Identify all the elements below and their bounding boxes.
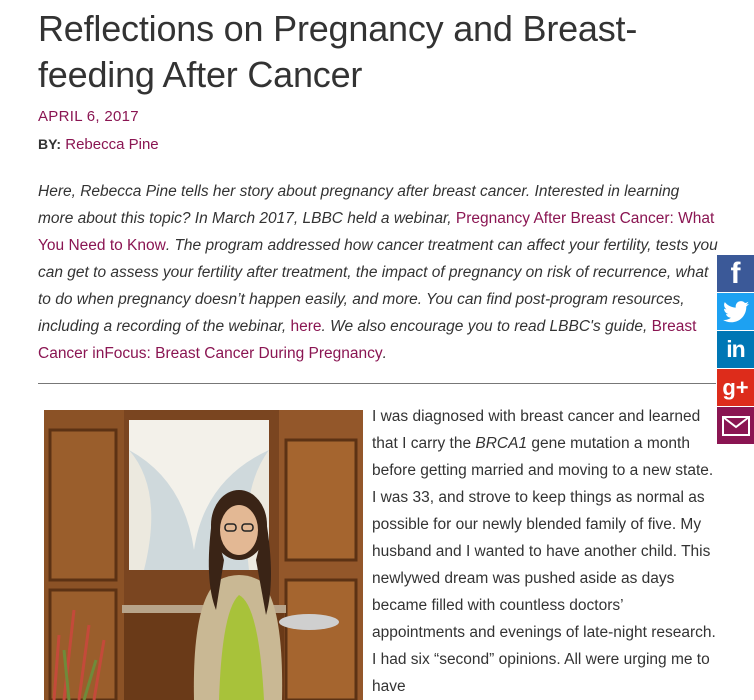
facebook-share-button[interactable] — [717, 255, 754, 292]
guide-link[interactable]: Breast Cancer inFocus: Breast Cancer During Pregnancy — [38, 318, 697, 362]
body-text: I was diagnosed with breast cancer and learned that I carry the — [372, 408, 701, 452]
facebook-icon: f — [730, 256, 741, 290]
intro-text: . — [382, 345, 387, 362]
body-text: gene mutation a month before getting married and moving to a new state. I was 33, and strove to keep things as normal as possible for our newly blended family of five. My husband and I wanted to have another child. This newlywed dream was pushed aside as days became filled with countless doctors’ appointments and evenings of late-night research. I had six “second” opinions. All were urging me to have — [372, 435, 716, 695]
intro-paragraph — [38, 178, 718, 367]
divider — [38, 383, 716, 384]
byline-label: BY: — [38, 136, 62, 152]
twitter-icon — [723, 301, 749, 323]
linkedin-icon: in — [726, 336, 745, 362]
linkedin-share-button[interactable] — [717, 331, 754, 368]
social-share-bar — [717, 255, 754, 445]
author-photo — [44, 410, 363, 700]
article-body — [372, 403, 717, 700]
email-share-button[interactable] — [717, 407, 754, 444]
email-icon — [722, 416, 750, 436]
intro-text: . The program addressed how cancer treatment can affect your fertility, tests you can get to assess your fertility after treatment, the impact of pregnancy on risk of recurrence, what to do when pregnancy doesn’t happen easily, and more. You can find post-program resources, including a recording of the webinar, — [38, 237, 718, 335]
page-title: Reflections on Pregnancy and Breast-feeding After Cancer — [38, 8, 638, 95]
webinar-link[interactable]: Pregnancy After Breast Cancer: What You Need to Know — [38, 210, 715, 254]
intro-text: Here, Rebecca Pine tells her story about pregnancy after breast cancer. Interested in learning more about this topic? In March 2017, LBBC held a webinar, — [38, 183, 680, 227]
recording-link[interactable]: here — [290, 318, 322, 335]
google-plus-icon: g+ — [722, 374, 749, 400]
byline — [38, 136, 159, 153]
twitter-share-button[interactable] — [717, 293, 754, 330]
intro-text: . We also encourage you to read LBBC's guide, — [321, 318, 652, 335]
author-link[interactable]: Rebecca Pine — [65, 136, 159, 153]
article-date: APRIL 6, 2017 — [38, 108, 139, 125]
google-plus-share-button[interactable] — [717, 369, 754, 406]
gene-name: BRCA1 — [475, 435, 528, 452]
